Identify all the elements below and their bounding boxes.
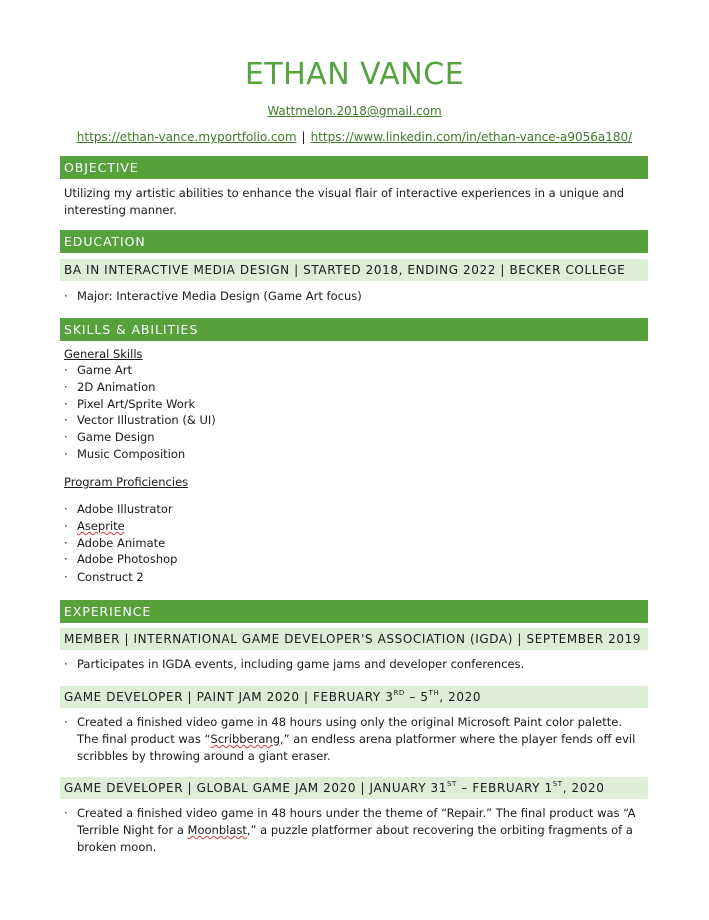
job-heading-igda: MEMBER | INTERNATIONAL GAME DEVELOPER'S ASSOCIATION (IGDA) | SEPTEMBER 2019: [60, 628, 648, 650]
skill-text: 2D Animation: [77, 380, 156, 394]
general-skills-label: General Skills: [64, 347, 143, 361]
ordinal-suffix: RD: [393, 689, 405, 697]
spellcheck-word: Moonblast: [187, 823, 247, 837]
bullet-dot: ·: [64, 570, 68, 584]
program-text: Adobe Animate: [77, 536, 166, 550]
bullet-dot: ·: [64, 715, 68, 729]
bullet-dot: ·: [64, 289, 68, 303]
resume-name: ETHAN VANCE: [244, 57, 465, 92]
objective-text: Utilizing my artistic abilities to enhance the visual flair of interactive experiences in a unique and interesting manner.: [64, 186, 625, 217]
text-part: ,” an endless arena platformer where the player fends off evil scribbles by throwing around a giant eraser.: [77, 732, 636, 763]
link-separator: |: [301, 130, 306, 144]
heading-suffix: , 2020: [439, 690, 482, 704]
bullet-dot: ·: [64, 657, 68, 671]
bullet-text: Major: Interactive Media Design (Game Art focus): [77, 289, 362, 303]
ordinal-suffix: ST: [447, 780, 457, 788]
job-heading-global-game-jam: [60, 777, 648, 799]
bullet-dot: ·: [64, 430, 68, 444]
program-text: [77, 518, 645, 535]
program-proficiencies-label: Program Proficiencies: [64, 475, 189, 489]
heading-suffix: , 2020: [562, 781, 605, 795]
bullet-dot: ·: [64, 447, 68, 461]
bullet-text: [77, 805, 645, 856]
bullet-dot: ·: [64, 413, 68, 427]
skill-text: Game Art: [77, 363, 132, 377]
program-text: Adobe Photoshop: [77, 552, 178, 566]
heading-mid: – FEBRUARY 1: [456, 781, 553, 795]
heading-prefix: GAME DEVELOPER | PAINT JAM 2020 | FEBRUARY 3: [64, 690, 394, 704]
ordinal-suffix: ST: [552, 780, 563, 788]
heading-prefix: GAME DEVELOPER | GLOBAL GAME JAM 2020 | JANUARY 31: [64, 781, 448, 795]
bullet-dot: ·: [64, 397, 68, 411]
bullet-dot: ·: [64, 363, 68, 377]
bullet-dot: ·: [64, 380, 68, 394]
text-part: Created a finished video game in 48 hours under the theme of “Repair.” The final product was “A Terrible Night for a: [77, 806, 636, 837]
bullet-text: Participates in IGDA events, including game jams and developer conferences.: [77, 657, 525, 671]
portfolio-link[interactable]: https://ethan-vance.myportfolio.com: [76, 130, 297, 144]
bullet-dot: ·: [64, 552, 68, 566]
bullet-dot: ·: [64, 502, 68, 516]
spellcheck-word: Scribberang: [210, 732, 281, 746]
program-text: Construct 2: [77, 570, 144, 584]
links-line: [0, 129, 709, 145]
text-part: ,” a puzzle platformer about recovering the orbiting fragments of a broken moon.: [77, 823, 633, 854]
email-line: [0, 103, 709, 119]
email-link[interactable]: Wattmelon.2018@gmail.com: [267, 104, 442, 118]
spellcheck-word: Aseprite: [77, 519, 125, 533]
education-degree: BA IN INTERACTIVE MEDIA DESIGN | STARTED 2018, ENDING 2022 | BECKER COLLEGE: [60, 259, 648, 281]
bullet-dot: ·: [64, 519, 68, 533]
job-heading-paint-jam: [60, 686, 648, 708]
heading-mid: – 5: [404, 690, 429, 704]
skill-text: Music Composition: [77, 447, 186, 461]
experience-header: EXPERIENCE: [60, 600, 648, 623]
bullet-text: [77, 714, 645, 765]
objective-header: OBJECTIVE: [60, 156, 648, 179]
education-header: EDUCATION: [60, 230, 648, 253]
program-text: Adobe Illustrator: [77, 502, 173, 516]
ordinal-suffix: TH: [428, 689, 440, 697]
bullet-dot: ·: [64, 806, 68, 820]
text-part: Created a finished video game in 48 hours using only the original Microsoft Paint color palette. The final product was “: [77, 715, 622, 746]
skill-text: Pixel Art/Sprite Work: [77, 397, 196, 411]
skills-header: SKILLS & ABILITIES: [60, 318, 648, 341]
bullet-dot: ·: [64, 536, 68, 550]
linkedin-link[interactable]: https://www.linkedin.com/in/ethan-vance-a9056a180/: [310, 130, 633, 144]
skill-text: Vector Illustration (& UI): [77, 413, 216, 427]
skill-text: Game Design: [77, 430, 155, 444]
